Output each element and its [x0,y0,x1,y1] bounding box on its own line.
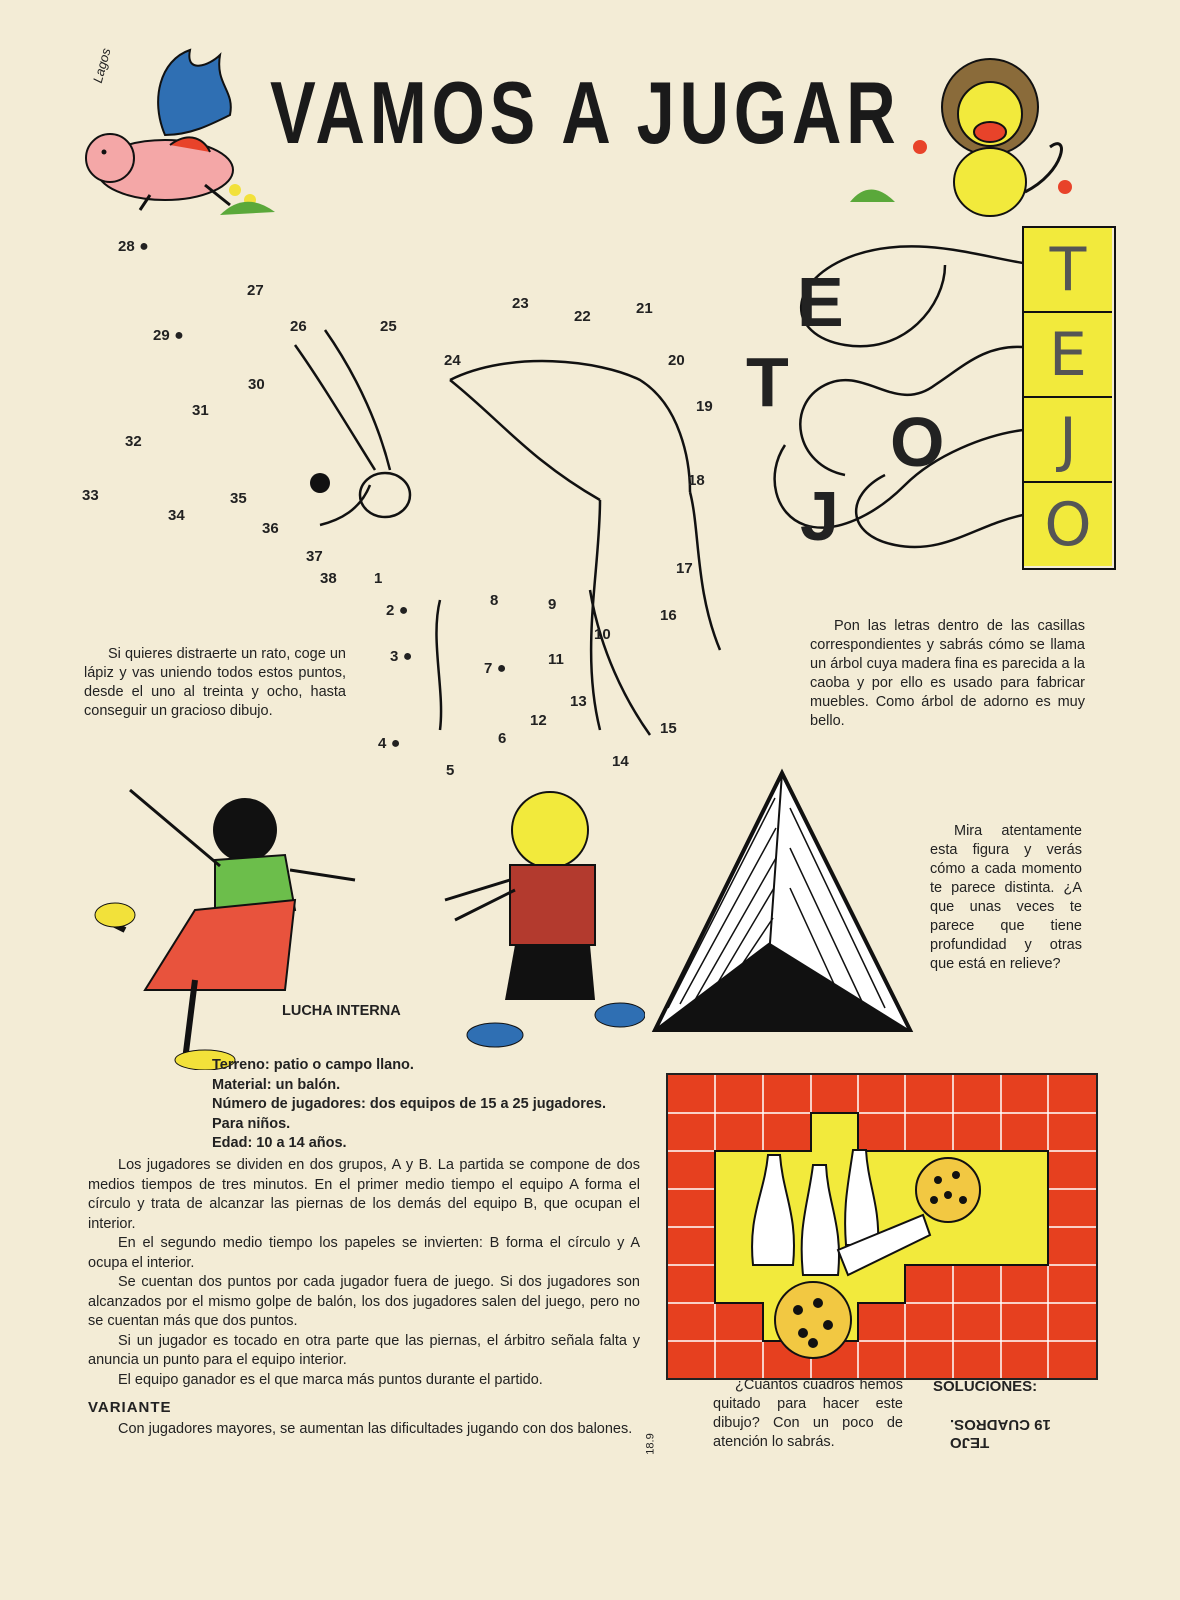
solutions-title: SOLUCIONES: [933,1378,1038,1395]
dot-label: 18 [688,472,705,489]
triangle-text: Mira atentamente esta figura y verás cómo a cada momento te parece distinta. ¿A que unas veces te parece que tiene profundidad y otras que está en relieve? [930,823,1082,972]
dot-label: 27 [247,282,264,299]
dot-label: 26 [290,318,307,335]
variante-text: Con jugadores mayores, se aumentan las dificultades jugando con dos balones. [118,1421,633,1437]
dot-label: 32 [125,433,142,450]
dot-label: 17 [676,560,693,577]
game-description [88,1156,640,1390]
dot-label: 12 [530,712,547,729]
monkey-illustration [850,52,1080,222]
game-title: LUCHA INTERNA [282,1003,405,1019]
puzzle-letter: O [890,403,945,481]
answer-box[interactable]: O [1024,483,1112,566]
squares-question: ¿Cuántos cuadros hemos quitado para hacer este dibujo? Con un poco de atención lo sabrás. [713,1377,903,1450]
dot-label: 25 [380,318,397,335]
paragraph: Si un jugador es tocado en otra parte que las piernas, el árbitro señala falta y anuncia un punto para el equipo interior. [88,1332,640,1368]
dot-label: 21 [636,300,653,317]
rule-material: Material: un balón. [212,1076,341,1093]
dot-label: 30 [248,376,265,393]
dot-label: 38 [320,570,337,587]
solution-upside-down [950,1415,1051,1451]
paragraph: Se cuentan dos puntos por cada jugador fuera de juego. Si dos jugadores son alcanzados por el mismo golpe de balón, los dos jugadores salen del juego, pero no se cuentan más que dos puntos. [88,1274,640,1329]
rule-edad: Edad: 10 a 14 años. [212,1135,347,1151]
dot-label: 29 ● [153,327,184,344]
puzzle-letter: T [746,343,789,421]
grid-lines [668,1075,1096,1378]
dot-label: 19 [696,398,713,415]
dot-label: 4 ● [378,735,401,752]
dot-label: 33 [82,487,99,504]
dot-label: 8 [490,592,499,609]
dot-label: 23 [512,295,529,312]
dot-label: 35 [230,490,247,507]
dot-label: 3 ● [390,648,413,665]
dot-label: 24 [444,352,461,369]
dot-label: 9 [548,596,557,613]
rule-jugadores: Número de jugadores: dos equipos de 15 a 25 jugadores. [212,1096,607,1112]
dot-label: 34 [168,507,185,524]
dot-label: 31 [192,402,209,419]
dot-label: 16 [660,607,677,624]
dot-label: 6 [498,730,507,747]
solution-tejo: TEJO [950,1434,990,1451]
dot-label: 11 [548,651,564,668]
dot-label: 13 [570,693,587,710]
dot-label: 14 [612,753,629,770]
dot-label: 20 [668,352,685,369]
dot-label: 37 [306,548,323,565]
paragraph: En el segundo medio tiempo los papeles se invierten: B forma el círculo y A ocupa el interior. [88,1235,640,1271]
dot-label: 2 ● [386,602,409,619]
rule-terreno: Terreno: patio o campo llano. [212,1057,414,1073]
puzzle-letter: E [797,263,844,341]
answer-box[interactable]: T [1024,228,1112,313]
solution-squares: 19 CUADROS. [950,1416,1051,1433]
page-code: 18.9 [644,1433,657,1455]
paragraph: El equipo ganador es el que marca más puntos durante el partido. [118,1371,543,1388]
answer-box[interactable]: J [1024,398,1112,483]
tejo-instructions: Pon las letras dentro de las casillas correspondientes y sabrás cómo se llama un árbol cuya madera fina es parecida a la caoba y por ello es usado para fabricar muebles. Como árbol de adorno es muy bello. [810,618,1085,729]
dot-label: 36 [262,520,279,537]
dot-label: 28 ● [118,238,149,255]
puzzle-letter: J [800,477,839,555]
variante-title: VARIANTE [88,1399,172,1416]
artist-signature: Lagos [89,46,114,85]
game-rules [212,1056,652,1154]
dot-label: 10 [594,626,611,643]
squares-grid [666,1073,1098,1380]
rule-para: Para niños. [212,1115,291,1132]
page-title: VAMOS A JUGAR [270,63,901,162]
dot-label: 15 [660,720,677,737]
dots-instructions: Si quieres distraerte un rato, coge un lápiz y vas uniendo todos estos puntos, desde el uno al treinta y ocho, hasta conseguir un gracioso dibujo. [84,646,346,719]
dot-label: 22 [574,308,591,325]
dot-label: 5 [446,762,455,779]
dot-label: 7 ● [484,660,507,677]
answer-boxes [1022,226,1116,570]
children-illustration [85,770,645,1070]
answer-box[interactable]: E [1024,313,1112,398]
paragraph: Los jugadores se dividen en dos grupos, A y B. La partida se compone de dos medios tiempos de tres minutos. En el primer medio tiempo el equipo A forma el círculo y trata de alcanzar las piernas de los demás del equipo B, que ocupan el interior. [88,1157,640,1232]
dot-label: 1 [374,570,383,587]
triangle-illusion [650,768,915,1036]
